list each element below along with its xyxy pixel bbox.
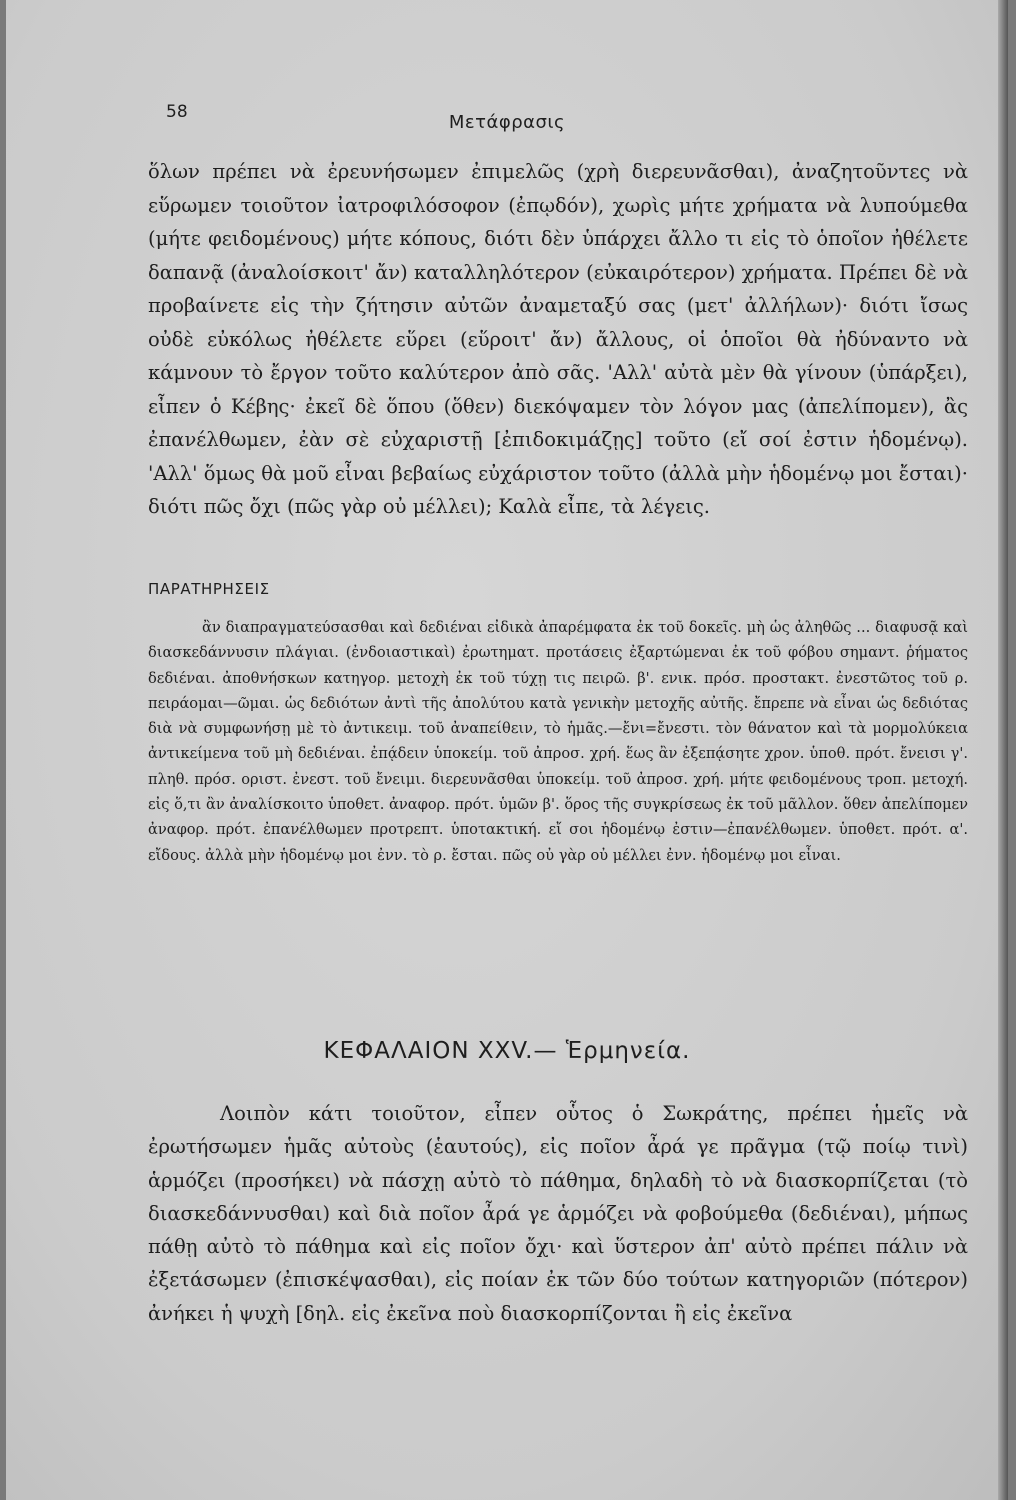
translation-paragraph: ὅλων πρέπει νὰ ἐρευνήσωμεν ἐπιμελῶς (χρὴ διερευνᾶσθαι), ἀναζητοῦντες νὰ εὕρωμεν τοιοῦτον ἰατροφιλόσοφον (ἐπῳδόν), χωρὶς μήτε χρήματα νὰ λυπούμεθα (μήτε φειδομένους) μήτε κόπους, διότι δὲν ὑπάρχει ἄλλο τι εἰς τὸ ὁποῖον ἠθέλετε δαπανᾷ (ἀναλοίσκοιτ' ἄν) καταλληλότερον (εὐκαιρότερον) χρήματα. Πρέπει δὲ νὰ προβαίνετε εἰς τὴν ζήτησιν αὐτῶν ἀναμεταξύ σας (μετ' ἀλλήλων)· διότι ἴσως οὐδὲ εὐκόλως ἠθέλετε εὕρει (εὕροιτ' ἄν) ἄλλους, οἱ ὁποῖοι θὰ ἠδύναντο νὰ κάμνουν τὸ ἔργον τοῦτο καλύτερον ἀπὸ σᾶς. 'Αλλ' αὐτὰ μὲν θὰ γίνουν (ὑπάρξει), εἶπεν ὁ Κέβης· ἐκεῖ δὲ ὅπου (ὅθεν) διεκόψαμεν τὸν λόγον μας (ἀπελίπομεν), ἂς ἐπανέλθωμεν, ἐὰν σὲ εὐχαριστῇ [ἐπιδοκιμάζῃς] τοῦτο (εἴ σοί ἐστιν ἡδομένῳ). 'Αλλ' ὅμως θὰ μοῦ εἶναι βεβαίως εὐχάριστον τοῦτο (ἀλλὰ μὴν ἡδομένῳ μοι ἔσται)· διότι πῶς ὄχι (πῶς γὰρ οὐ μέλλει); Καλὰ εἶπε, τὰ λέγεις. — [148, 160, 968, 518]
notes-section — [148, 615, 968, 868]
chapter-text — [148, 1097, 968, 1330]
page-header — [6, 102, 1008, 132]
page-edge-shadow — [998, 0, 1008, 1500]
page-number: 58 — [166, 102, 188, 122]
book-page — [6, 0, 1008, 1500]
running-title: Μετάφρασις — [448, 112, 566, 133]
translation-text — [148, 155, 968, 524]
notes-paragraph: ἂν διαπραγματεύσασθαι καὶ δεδιέναι εἰδικὰ ἀπαρέμφατα ἐκ τοῦ δοκεῖς. μὴ ὡς ἀληθῶς ... διαφυσᾷ καὶ διασκεδάννυσιν πλάγιαι. (ἐνδοιαστικαὶ) ἐρωτηματ. προτάσεις ἐξαρτώμεναι ἐκ τοῦ φόβου σημαντ. ῥήματος δεδιέναι. ἀποθνήσκων κατηγορ. μετοχὴ ἐκ τοῦ τύχῃ τις πειρῶ. β'. ενικ. πρόσ. προστακτ. ἐνεστῶτος τοῦ ρ. πειράομαι—ῶμαι. ὡς δεδιότων ἀντὶ τῆς ἀπολύτου κατὰ γενικὴν μετοχῆς αὐτῆς. ἔπρεπε νὰ εἶναι ὡς δεδιότας διὰ νὰ συμφωνήσῃ μὲ τὸ ἀντικειμ. τοῦ ἀναπείθειν, τὸ ἡμᾶς.—ἔνι=ἔνεστι. τὸν θάνατον καὶ τὰ μορμολύκεια ἀντικείμενα τοῦ μὴ δεδιέναι. ἐπᾴδειν ὑποκείμ. τοῦ ἀπροσ. χρή. ἕως ἂν ἐξεπᾴσητε χρον. ὑποθ. πρότ. ἔνεισι γ'. πληθ. πρόσ. οριστ. ἐνεστ. τοῦ ἔνειμι. διερευνᾶσθαι ὑποκείμ. τοῦ ἀπροσ. χρή. μήτε φειδομένους τροπ. μετοχή. εἰς ὅ,τι ἂν ἀναλίσκοιτο ὑποθετ. ἀναφορ. πρότ. ὑμῶν β'. ὅρος τῆς συγκρίσεως ἐκ τοῦ μᾶλλον. ὅθεν ἀπελίπομεν ἀναφορ. πρότ. ἐπανέλθωμεν προτρεπτ. ὑποτακτική. εἴ σοι ἡδομένῳ ἐστιν—ἐπανέλθωμεν. ὑποθετ. πρότ. α'. εἴδους. ἀλλὰ μὴν ἡδομένῳ μοι ἐνν. τὸ ρ. ἔσται. πῶς οὐ γὰρ οὐ μέλλει ἐνν. ἡδομένῳ μοι εἶναι. — [148, 619, 968, 864]
chapter-heading: ΚΕΦΑΛΑΙΟΝ XXV.— Ἑρμηνεία. — [323, 1038, 691, 1064]
chapter-paragraph: Λοιπὸν κάτι τοιοῦτον, εἶπεν οὗτος ὁ Σωκράτης, πρέπει ἡμεῖς νὰ ἐρωτήσωμεν ἡμᾶς αὐτοὺς (ἑαυτούς), εἰς ποῖον ἆρά γε πρᾶγμα (τῷ ποίῳ τινὶ) ἁρμόζει (προσήκει) νὰ πάσχῃ αὐτὸ τὸ πάθημα, δηλαδὴ τὸ νὰ διασκορπίζεται (τὸ διασκεδάννυσθαι) καὶ διὰ ποῖον ἆρά γε ἁρμόζει νὰ φοβούμεθα (δεδιέναι), μήπως πάθῃ αὐτὸ τὸ πάθημα καὶ εἰς ποῖον ὄχι· καὶ ὕστερον ἀπ' αὐτὸ πρέπει πάλιν νὰ ἐξετάσωμεν (ἐπισκέψασθαι), εἰς ποίαν ἐκ τῶν δύο τούτων κατηγοριῶν (πότερον) ἀνήκει ἡ ψυχὴ [δηλ. εἰς ἐκεῖνα ποὺ διασκορπίζονται ἢ εἰς ἐκεῖνα — [148, 1102, 968, 1325]
notes-heading: ΠΑΡΑΤΗΡΗΣΕΙΣ — [148, 580, 270, 598]
